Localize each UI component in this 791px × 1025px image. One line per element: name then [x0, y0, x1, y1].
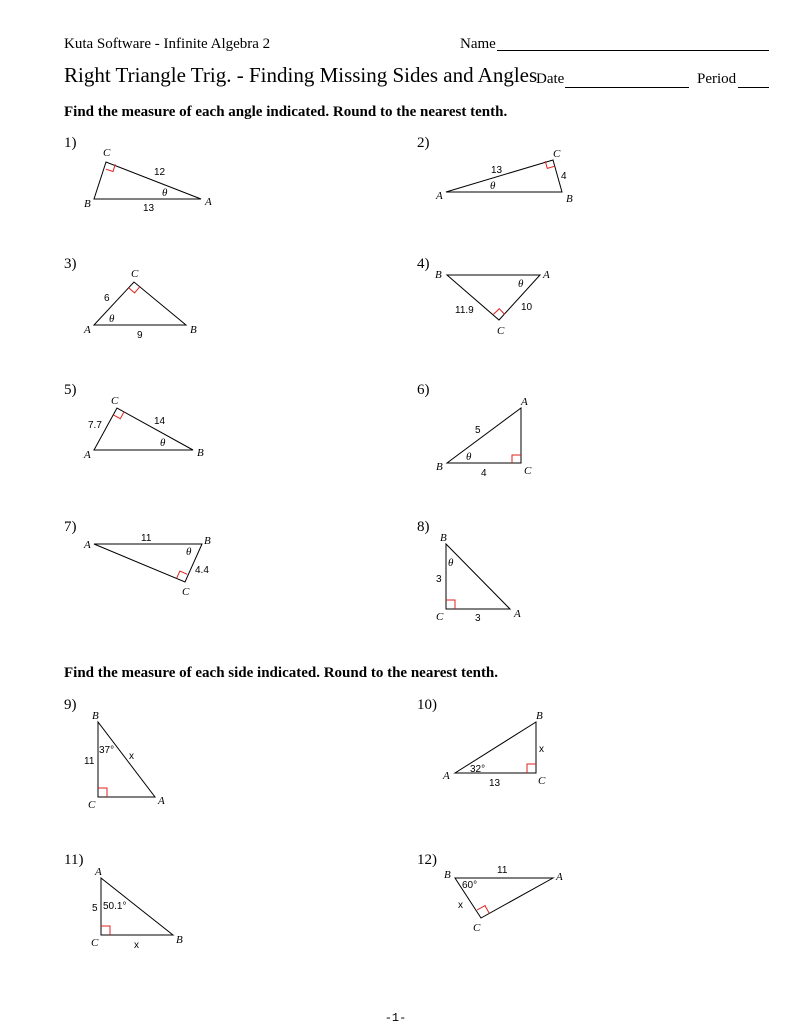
triangle-figure-3 [83, 268, 197, 341]
vertex-label: C [473, 922, 481, 934]
problem-number: 6) [417, 382, 430, 398]
problem-number: 9) [64, 697, 77, 713]
problem-number: 3) [64, 256, 77, 272]
side-label: 11 [497, 865, 508, 876]
vertex-label: A [84, 449, 91, 461]
angle-label: θ [490, 180, 496, 192]
vertex-label: A [436, 190, 443, 202]
triangle-figure-12 [444, 865, 563, 934]
vertex-label: C [91, 937, 99, 949]
side-label: 3 [436, 574, 442, 585]
vertex-label: A [95, 866, 102, 878]
vertex-label: B [197, 447, 204, 459]
angle-label: θ [162, 187, 168, 199]
angle-label: θ [448, 557, 454, 569]
worksheet-title: Right Triangle Trig. - Finding Missing Sides and Angles [64, 63, 538, 87]
angle-label: θ [186, 546, 192, 558]
vertex-label: C [497, 325, 505, 337]
side-label: 9 [137, 330, 143, 341]
problem-number: 7) [64, 519, 77, 535]
side-label: x [458, 900, 463, 911]
side-label: 4.4 [195, 565, 209, 576]
side-label: 7.7 [88, 420, 102, 431]
name-label: Name [460, 36, 496, 52]
problem-number: 4) [417, 256, 430, 272]
vertex-label: B [92, 710, 99, 722]
side-label: 11.9 [455, 305, 474, 316]
vertex-label: B [204, 535, 211, 547]
vertex-label: A [443, 770, 450, 782]
problem-number: 2) [417, 135, 430, 151]
vertex-label: B [435, 269, 442, 281]
vertex-label: C [131, 268, 139, 280]
side-label: 5 [92, 903, 98, 914]
side-label: 10 [521, 302, 533, 313]
page-number: -1- [384, 1011, 407, 1025]
vertex-label: A [158, 795, 165, 807]
vertex-label: B [536, 710, 543, 722]
triangle-figure-6 [436, 396, 532, 479]
vertex-label: B [84, 198, 91, 210]
angle-label: θ [518, 278, 524, 290]
side-label: 6 [104, 293, 110, 304]
side-label: 4 [481, 468, 487, 479]
triangle-figure-10 [442, 710, 546, 789]
problem-number: 11) [64, 852, 84, 868]
vertex-label: B [444, 869, 451, 881]
problem-number: 10) [417, 697, 437, 713]
publisher-line: Kuta Software - Infinite Algebra 2 [64, 36, 271, 52]
side-label: 11 [141, 533, 152, 544]
triangle-figure-5 [83, 395, 204, 461]
vertex-label: C [111, 395, 119, 407]
side-label: 3 [475, 613, 481, 624]
side-label: x [129, 751, 134, 762]
vertex-label: A [556, 871, 563, 883]
vertex-label: A [84, 539, 91, 551]
vertex-label: B [440, 532, 447, 544]
section-sides-instruction: Find the measure of each side indicated. Round to the nearest tenth. [64, 665, 499, 681]
side-label: 11 [84, 756, 95, 767]
problem-number: 5) [64, 382, 77, 398]
vertex-label: B [436, 461, 443, 473]
side-label: x [539, 744, 544, 755]
vertex-label: A [521, 396, 528, 408]
problem-number: 12) [417, 852, 437, 868]
angle-label: 50.1° [103, 901, 127, 912]
vertex-label: B [190, 324, 197, 336]
side-label: 13 [491, 165, 503, 176]
side-label: 5 [475, 425, 481, 436]
problem-number: 1) [64, 135, 77, 151]
angle-label: θ [109, 313, 115, 325]
side-label: 4 [561, 171, 567, 182]
vertex-label: A [205, 196, 212, 208]
side-label: x [134, 940, 139, 951]
triangle-figure-7 [83, 533, 211, 598]
angle-label: 37° [99, 745, 115, 756]
vertex-label: B [566, 193, 573, 205]
vertex-label: C [182, 586, 190, 598]
triangle-figure-8 [436, 532, 521, 624]
vertex-label: C [553, 148, 561, 160]
triangle-figure-1 [84, 147, 212, 214]
triangle-figure-4 [435, 269, 550, 337]
side-label: 13 [143, 203, 155, 214]
vertex-label: C [436, 611, 444, 623]
vertex-label: B [176, 934, 183, 946]
angle-label: θ [160, 437, 166, 449]
side-label: 13 [489, 778, 501, 789]
vertex-label: A [84, 324, 91, 336]
section-angles-instruction: Find the measure of each angle indicated. Round to the nearest tenth. [64, 104, 508, 120]
triangle-figure-11 [91, 866, 183, 951]
side-label: 14 [154, 416, 166, 427]
angle-label: 60° [462, 880, 478, 891]
vertex-label: C [524, 465, 532, 477]
triangle-figure-2 [435, 148, 573, 205]
vertex-label: C [538, 775, 546, 787]
triangle-figure-9 [84, 710, 165, 811]
problem-number: 8) [417, 519, 430, 535]
angle-label: 32° [470, 764, 486, 775]
vertex-label: A [514, 608, 521, 620]
date-label: Date [536, 71, 565, 87]
vertex-label: A [543, 269, 550, 281]
vertex-label: C [103, 147, 111, 159]
period-label: Period [697, 71, 737, 87]
angle-label: θ [466, 451, 472, 463]
vertex-label: C [88, 799, 96, 811]
side-label: 12 [154, 167, 166, 178]
